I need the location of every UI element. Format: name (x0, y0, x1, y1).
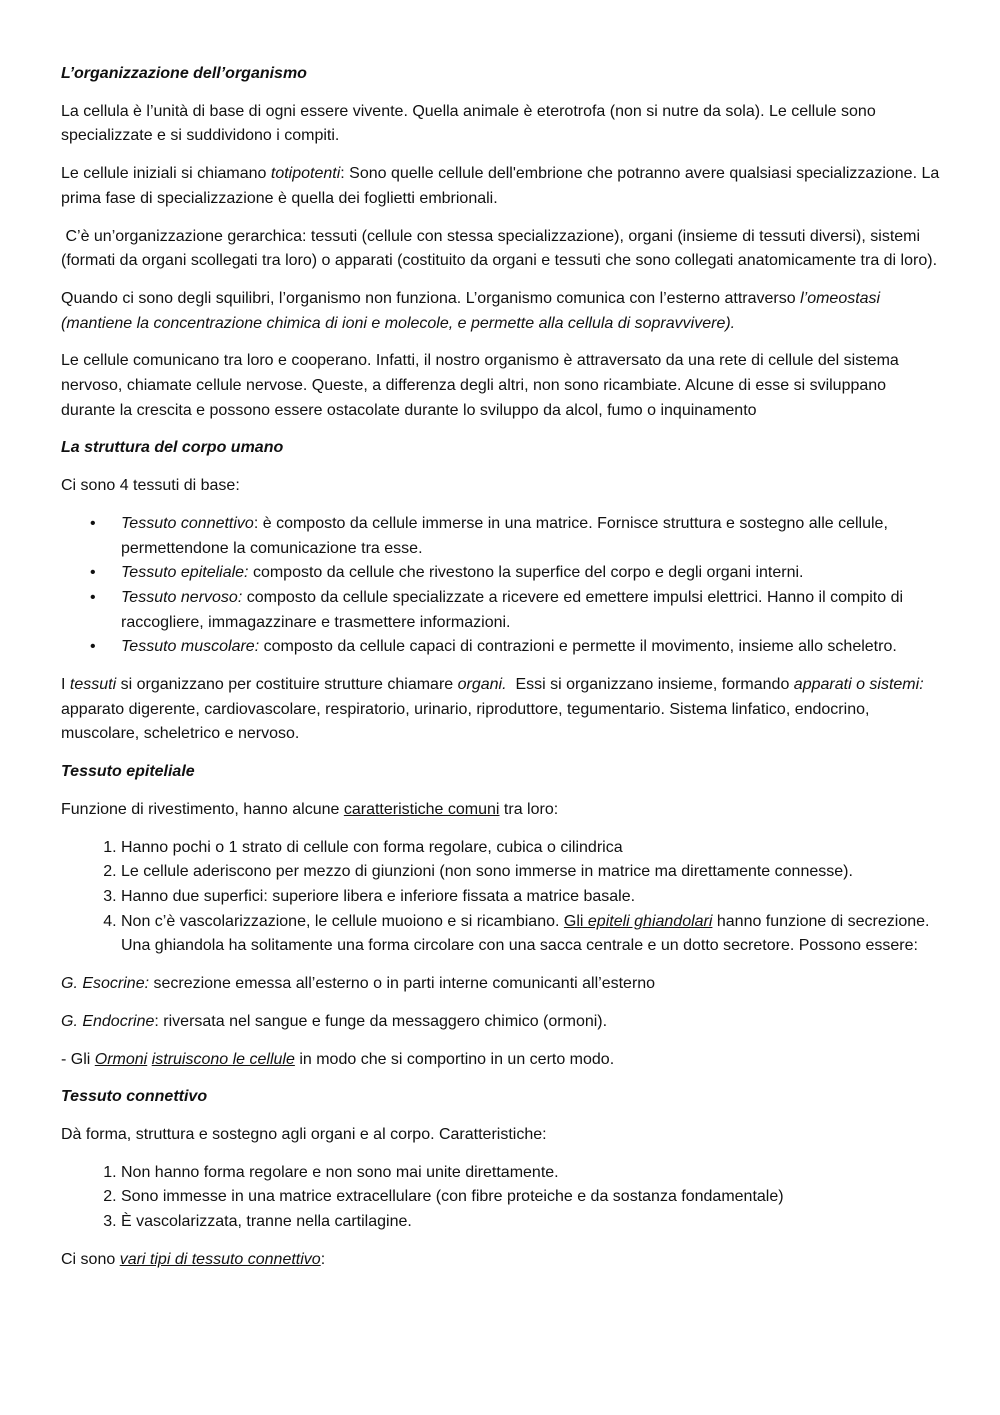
paragraph-tipi-connettivo: Ci sono vari tipi di tessuto connettivo: (61, 1250, 326, 1268)
list-item: • Tessuto epiteliale: composto da cellule che rivestono la superfice del corpo e degli organi interni. (121, 561, 940, 586)
paragraph-organi: I tessuti si organizzano per costituire strutture chiamare organi. Essi si organizzano insieme, formando apparati o sistemi: apparato digerente, cardiovascolare, respiratorio, urinario, riproduttore, tegumentario. Sistema linfatico, endocrino, muscolare, scheletrico e nervoso. (61, 676, 929, 743)
paragraph-tessuti-intro: Ci sono 4 tessuti di base: (61, 477, 240, 495)
heading-tessuto-connettivo: Tessuto connettivo (61, 1088, 208, 1106)
list-item: 1. Hanno pochi o 1 strato di cellule con forma regolare, cubica o cilindrica (121, 836, 940, 861)
paragraph-cellula: La cellula è l’unità di base di ogni essere vivente. Quella animale è eterotrofa (non si nutre da sola). Le cellule sono specializzate e si suddividono i compiti. (61, 102, 876, 145)
list-item: 4. Non c’è vascolarizzazione, le cellule muoiono e si ricambiano. Gli epiteli ghiandolari hanno funzione di secrezione. Una ghiandola ha solitamente una forma circolare con una sacca centrale e un dotto secretore. Possono essere: (121, 910, 940, 959)
paragraph-endocrine: G. Endocrine: riversata nel sangue e funge da messaggero chimico (ormoni). (61, 1012, 608, 1030)
paragraph-esocrine: G. Esocrine: secrezione emessa all’esterno o in parti interne comunicanti all’esterno (61, 975, 656, 993)
list-item: 3. È vascolarizzata, tranne nella cartilagine. (121, 1210, 940, 1235)
list-item: 2. Le cellule aderiscono per mezzo di giunzioni (non sono immerse in matrice ma direttamente connesse). (121, 860, 940, 885)
paragraph-gerarchica: C’è un’organizzazione gerarchica: tessuti (cellule con stessa specializzazione), organi (insieme di tessuti diversi), sistemi (formati da organi scollegati tra loro) o apparati (costituito da organi e tessuti che sono collegati anatomicamente tra di loro). (61, 227, 938, 270)
list-item: • Tessuto muscolare: composto da cellule capaci di contrazioni e permette il movimento, insieme allo scheletro. (121, 635, 940, 660)
list-item: • Tessuto connettivo: è composto da cellule immerse in una matrice. Fornisce struttura e sostegno alle cellule, permettendone la comunicazione tra esse. (121, 512, 940, 561)
list-item: • Tessuto nervoso: composto da cellule specializzate a ricevere ed emettere impulsi elettrici. Hanno il compito di raccogliere, immagazzinare e trasmettere informazioni. (121, 586, 940, 635)
heading-organizzazione: L’organizzazione dell’organismo (61, 65, 307, 82)
list-item: 1. Non hanno forma regolare e non sono mai unite direttamente. (121, 1161, 940, 1186)
epithelial-list (61, 836, 940, 960)
heading-struttura-corpo: La struttura del corpo umano (61, 439, 284, 457)
paragraph-epiteliale-intro: Funzione di rivestimento, hanno alcune caratteristiche comuni tra loro: (61, 800, 559, 818)
list-item: 2. Sono immesse in una matrice extracellulare (con fibre proteiche e da sostanza fondamentale) (121, 1185, 940, 1210)
paragraph-cellule-nervose: Le cellule comunicano tra loro e cooperano. Infatti, il nostro organismo è attraversato da una rete di cellule del sistema nervoso, chiamate cellule nervose. Queste, a differenza degli altri, non sono ricambiate. Alcune di esse si sviluppano durante la crescita e possono essere ostacolate durante lo sviluppo da alcol, fumo o inquinamento (61, 352, 899, 419)
paragraph-ormoni: - Gli Ormoni istruiscono le cellule in modo che si comportino in un certo modo. (61, 1050, 615, 1068)
paragraph-omeostasi: Quando ci sono degli squilibri, l’organismo non funziona. L’organismo comunica con l’esterno attraverso l’omeostasi (mantiene la concentrazione chimica di ioni e molecole, e permette alla cellula di sopravvivere). (61, 289, 881, 332)
connective-list (61, 1161, 940, 1235)
heading-tessuto-epiteliale: Tessuto epiteliale (61, 763, 195, 781)
tissue-list (61, 512, 940, 660)
list-item: 3. Hanno due superfici: superiore libera e inferiore fissata a matrice basale. (121, 885, 940, 910)
paragraph-totipotenti: Le cellule iniziali si chiamano totipotenti: Sono quelle cellule dell'embrione che potranno avere qualsiasi specializzazione. La prima fase di specializzazione è quella dei foglietti embrionali. (61, 165, 940, 207)
paragraph-connettivo-intro: Dà forma, struttura e sostegno agli organi e al corpo. Caratteristiche: (61, 1125, 547, 1143)
